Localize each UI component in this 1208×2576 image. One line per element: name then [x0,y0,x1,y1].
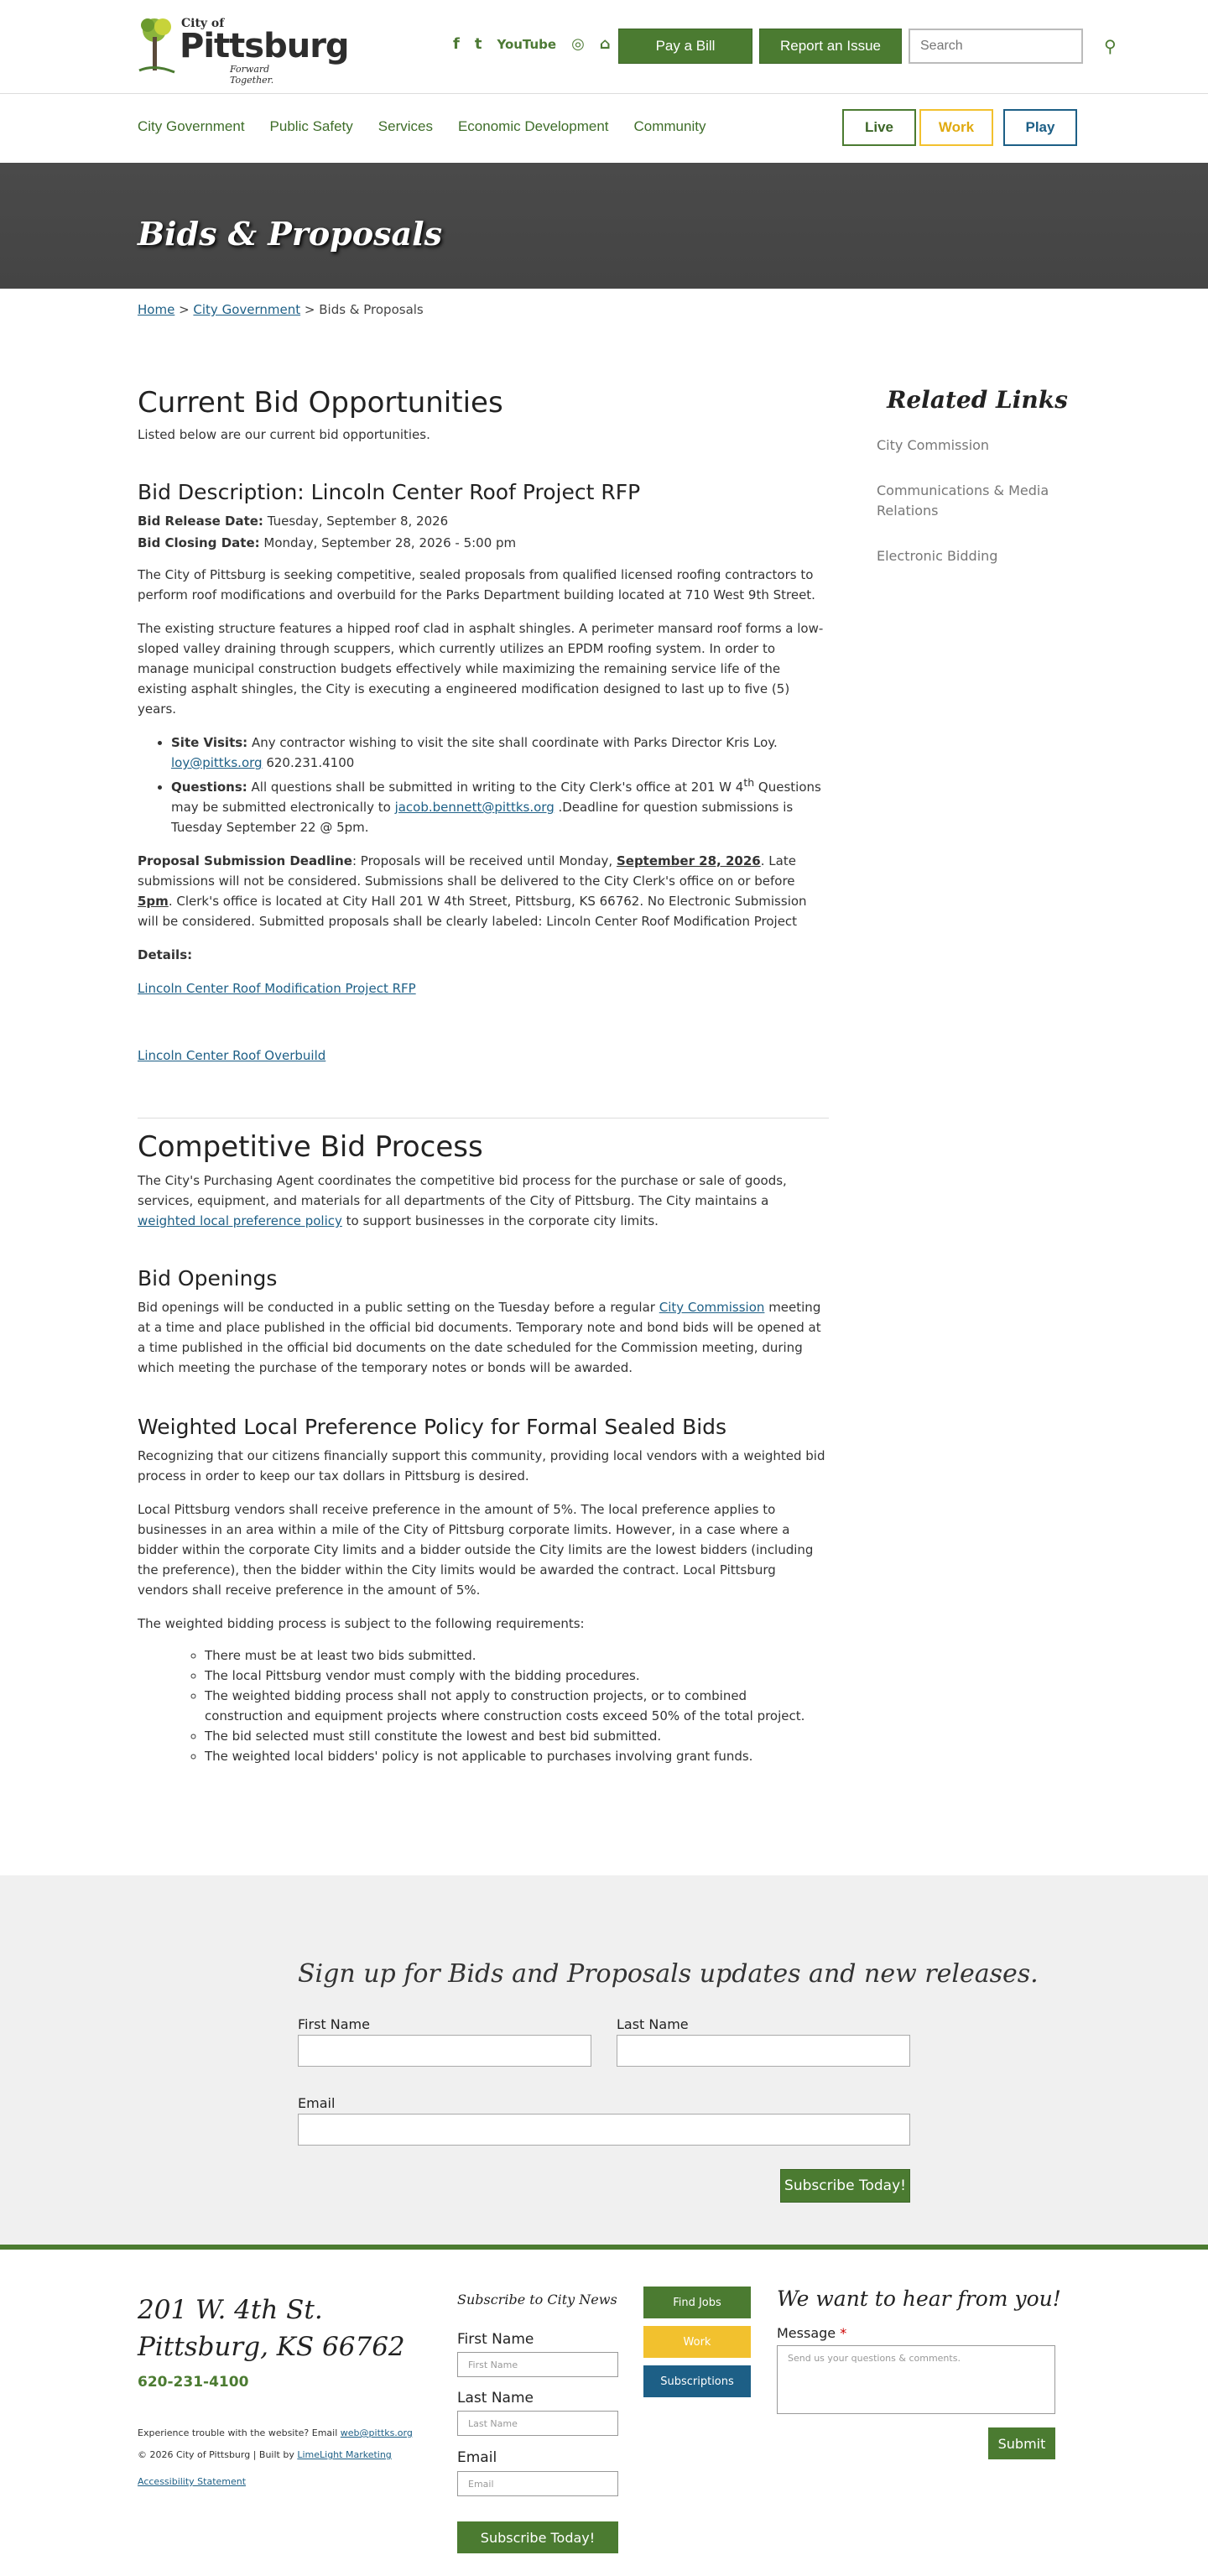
bid-release [138,511,829,531]
accessibility-row [138,2476,246,2487]
breadcrumb-city-government[interactable]: City Government [193,302,301,317]
footer [0,2245,1208,2576]
trouble-text [138,2427,413,2438]
weighted-policy-paragraph-1: Recognizing that our citizens financially support this community, providing local vendors with a weighted bid process in order to keep our tax dollars in Pittsburg is desired. [138,1448,825,1484]
bid-openings-text [138,1297,829,1378]
section-divider [138,1118,829,1119]
play-button[interactable]: Play [1003,109,1077,146]
weighted-policy-link[interactable]: weighted local preference policy [138,1213,342,1228]
find-jobs-button[interactable]: Find Jobs [643,2287,751,2318]
deadline-time: 5pm [138,894,169,909]
live-button[interactable]: Live [842,109,916,146]
top-header [0,0,1208,94]
work-footer-button[interactable]: Work [643,2326,751,2358]
loy-phone: 620.231.4100 [262,755,355,770]
related-links-heading: Related Links [887,386,1068,414]
nav-services[interactable]: Services [378,118,433,134]
submit-button[interactable]: Submit [988,2427,1055,2459]
intro-text: Listed below are our current bid opportunities. [138,427,430,442]
list-item: ◦ The weighted bidding process shall not apply to construction projects, or to combined construction and equipment projects where construction costs exceed 50% of the total project. [205,1686,829,1726]
pay-bill-button[interactable]: Pay a Bill [618,29,752,64]
web-email-link[interactable]: web@pittks.org [340,2427,413,2438]
deadline-text-3: . Clerk's office is located at City Hall 201 W 4th Street, Pittsburg, KS 66762. No Electronic Submission will be considered. Submitted proposals shall be clearly labeled: Lincoln Center Roof Modification Project [138,894,807,929]
address-line-2: Pittsburg, KS 66762 [138,2332,405,2362]
footer-first-name-label: First Name [457,2331,534,2348]
deadline-label: Proposal Submission Deadline [138,853,352,868]
questions-sup: th [743,776,755,789]
nav-public-safety[interactable]: Public Safety [269,118,353,134]
list-item [171,733,829,773]
deadline-paragraph [138,851,829,931]
report-issue-button[interactable]: Report an Issue [759,29,902,64]
bo-text-2: meeting at a time and place published in the official bid documents. Temporary note and bond bids will be opened at a time published in the official bid documents on the date scheduled for the Commission meeting, during which meeting the purchase of the temporary notes or bonds will be awarded. [138,1300,821,1375]
doc-link-row [138,1046,829,1066]
site-visits-text: Any contractor wishing to visit the site shall coordinate with Parks Director Kris Loy. [247,735,778,750]
footer-first-name-input[interactable]: First Name [457,2352,618,2377]
list-item: ◦ The bid selected must still constitute the lowest and best bid submitted. [205,1726,829,1746]
main-nav [0,94,1208,163]
loy-email-link[interactable]: loy@pittks.org [171,755,263,770]
footer-address [138,2292,405,2365]
bid-paragraph-1: The City of Pittsburg is seeking competitive, sealed proposals from qualified licensed roofing contractors to perform roof modifications and overbuild for the Parks Department building located at 710 West 9th Street. [138,567,815,602]
last-name-label: Last Name [617,2016,689,2032]
deadline-text-1: : Proposals will be received until Monday, [351,853,617,868]
questions-text: All questions shall be submitted in writing to the City Clerk's office at 201 W 4 [247,780,744,795]
main-content [138,386,829,1766]
doc-link-row [138,978,829,999]
first-name-label: First Name [298,2016,370,2032]
competitive-bid-heading: Competitive Bid Process [138,1130,483,1164]
copyright-text [138,2449,392,2460]
nextdoor-icon[interactable]: ⌂ [599,35,611,53]
bennett-email-link[interactable]: jacob.bennett@pittks.org [394,800,555,815]
questions-label: Questions: [171,780,247,795]
facebook-icon[interactable]: f [453,35,460,53]
subscribe-button[interactable]: Subscribe Today! [780,2169,910,2203]
email-label: Email [298,2095,336,2111]
breadcrumb-separator: > [174,302,194,317]
footer-phone[interactable]: 620-231-4100 [138,2374,249,2391]
trouble-label: Experience trouble with the website? Email [138,2427,341,2438]
bid-openings-heading: Bid Openings [138,1266,278,1291]
deadline-text-2: . Late submissions will not be considered. Submissions shall be delivered to the City Clerk's office on or before [138,853,796,889]
breadcrumb-separator: > [300,302,320,317]
footer-email-label: Email [457,2449,497,2466]
deadline-date: September 28, 2026 [616,853,761,868]
copyright-label: © 2026 City of Pittsburg | Built by [138,2449,298,2460]
email-field[interactable] [298,2114,910,2146]
sidebar-link-electronic-bidding[interactable]: Electronic Bidding [877,548,998,564]
overbuild-document-link[interactable]: Lincoln Center Roof Overbuild [138,1048,326,1063]
sidebar-link-city-commission[interactable]: City Commission [877,437,990,453]
logo-line2: Pittsburg [180,27,349,65]
footer-email-input[interactable]: Email [457,2471,618,2496]
social-links [453,35,611,53]
requirements-list [138,1645,829,1766]
footer-last-name-label: Last Name [457,2390,534,2407]
search-icon[interactable]: ⚲ [1104,36,1117,56]
sidebar-link-communications[interactable]: Communications & Media Relations [877,482,1049,519]
site-visits-label: Site Visits: [171,735,248,750]
search-input[interactable] [910,30,1104,62]
last-name-field[interactable] [617,2035,910,2067]
required-marker: * [840,2325,847,2341]
bo-text-1: Bid openings will be conducted in a public setting on the Tuesday before a regular [138,1300,659,1315]
city-commission-link[interactable]: City Commission [659,1300,765,1315]
subscriptions-button[interactable]: Subscriptions [643,2365,751,2397]
instagram-icon[interactable]: ◎ [571,35,585,53]
bid-title: Bid Description: Lincoln Center Roof Project RFP [138,480,641,504]
weighted-policy-heading: Weighted Local Preference Policy for Formal Sealed Bids [138,1415,727,1439]
breadcrumb-current: Bids & Proposals [319,302,424,317]
current-bids-heading: Current Bid Opportunities [138,386,503,420]
address-line-1: 201 W. 4th St. [138,2295,323,2325]
tree-logo-icon [138,15,176,79]
questions-text-3: .Deadline for question submissions is Tuesday September 22 @ 5pm. [171,800,794,835]
bid-closing [138,533,829,553]
competitive-bid-text [138,1171,829,1231]
questions-text-2: Questions may be submitted electronically to [171,780,821,815]
bid-info-list [138,733,829,837]
youtube-icon[interactable]: YouTube [497,36,557,52]
list-item: ◦ The weighted local bidders' policy is not applicable to purchases involving grant funds. [205,1746,829,1766]
cbp-text-2: to support businesses in the corporate city limits. [341,1213,659,1228]
weighted-policy-paragraph-2: Local Pittsburg vendors shall receive preference in the amount of 5%. The local preference applies to businesses in an area within a mile of the City of Pittsburg corporate limits. However, in a case where a bidder within the corporate City limits and a bidder outside the City limits are the lowest bidders (including the preference), then the bidder within the City limits would be awarded the contract. Local Pittsburg vendors shall receive preference in the amount of 5%. [138,1502,814,1598]
search-box [909,29,1117,64]
subscribe-heading: Sign up for Bids and Proposals updates and new releases. [298,1959,1039,1989]
message-label-row [777,2325,846,2341]
nav-economic-development[interactable]: Economic Development [457,118,609,134]
message-label: Message [777,2325,836,2341]
nav-community[interactable]: Community [633,118,706,134]
details-label [138,945,829,965]
release-value: Tuesday, September 8, 2026 [263,514,449,529]
closing-value: Monday, September 28, 2026 - 5:00 pm [259,535,517,550]
contact-heading: We want to hear from you! [777,2287,1061,2311]
release-label: Bid Release Date: [138,514,263,529]
list-item: ◦ The local Pittsburg vendor must comply with the bidding procedures. [205,1666,829,1686]
page-title: Bids & Proposals [138,215,442,253]
message-textarea[interactable]: Send us your questions & comments. [777,2345,1055,2414]
accessibility-link[interactable]: Accessibility Statement [138,2476,247,2487]
breadcrumb [138,302,424,317]
city-news-heading: Subscribe to City News [457,2292,617,2307]
nav-city-government[interactable]: City Government [138,118,245,134]
cbp-text-1: The City's Purchasing Agent coordinates the competitive bid process for the purchase or sale of goods, services, equipment, and materials for all departments of the City of Pittsburg. The City maintains a [138,1173,787,1208]
logo-tagline: Forward Together. [230,64,274,86]
first-name-field[interactable] [298,2035,591,2067]
closing-label: Bid Closing Date: [138,535,260,550]
bid-paragraph-2: The existing structure features a hipped roof clad in asphalt shingles. A perimeter mansard roof forms a low-sloped valley draining through scuppers, which currently utilizes an EPDM roofing system. In order to manage municipal construction budgets effectively while maximizing the remaining service life of the existing asphalt shingles, the City is executing a engineered modification designed to last up to five (5) years. [138,621,824,717]
city-logo[interactable] [138,15,349,86]
footer-last-name-input[interactable]: Last Name [457,2411,618,2436]
twitter-icon[interactable]: t [474,35,482,53]
rfp-document-link[interactable]: Lincoln Center Roof Modification Project RFP [138,981,416,996]
work-button[interactable]: Work [919,109,993,146]
builder-link[interactable]: LimeLight Marketing [297,2449,392,2460]
page-banner [0,163,1208,289]
weighted-policy-paragraph-3: The weighted bidding process is subject to the following requirements: [138,1616,585,1631]
news-subscribe-button[interactable]: Subscribe Today! [457,2521,618,2553]
list-item [171,773,829,837]
list-item: ◦ There must be at least two bids submitted. [205,1645,829,1666]
details-label-text: Details: [138,947,193,962]
related-links-sidebar [877,386,1078,592]
breadcrumb-home[interactable]: Home [138,302,175,317]
logo-line1: City of [181,17,225,30]
subscribe-section [0,1875,1208,2245]
